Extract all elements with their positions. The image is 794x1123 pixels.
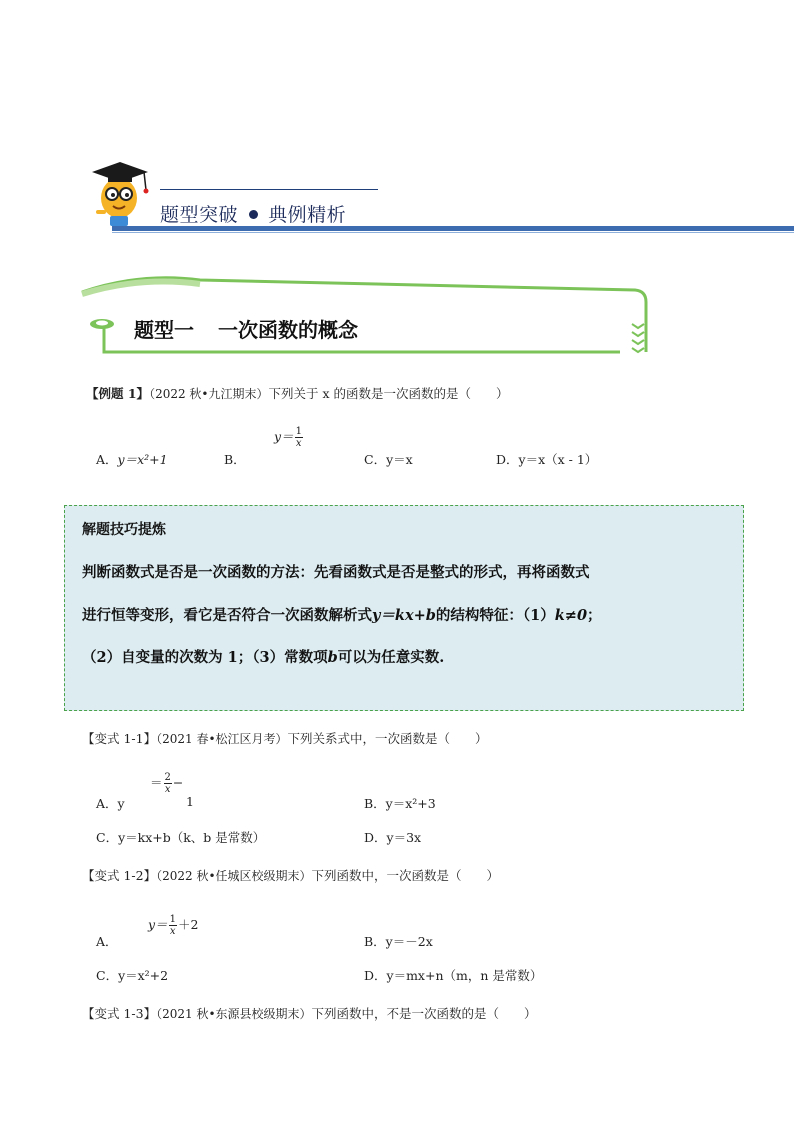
banner-top-rule xyxy=(160,189,378,190)
example1-stem xyxy=(86,384,509,402)
example1-source: （2022 秋•九江期末） xyxy=(149,387,269,401)
banner-bar xyxy=(112,226,794,231)
fraction xyxy=(295,426,303,449)
variant2-option-c: C．y＝x²+2 xyxy=(96,968,169,983)
variant1-option-b: B．y＝x²+3 xyxy=(364,796,436,811)
banner-title xyxy=(160,200,346,227)
variant3-source: （2021 秋•东源县校级期末） xyxy=(156,1007,312,1021)
tips-constant-b: b xyxy=(327,649,338,666)
example1-question: 下列关于 x 的函数是一次函数的是（ ） xyxy=(268,386,509,401)
tips-line-3 xyxy=(82,646,444,667)
variant1-question: 下列关系式中，一次函数是（ ） xyxy=(287,731,488,746)
tips-line-3-end: 可以为任意实数. xyxy=(337,649,445,666)
option-b-lhs: y＝ xyxy=(274,429,294,444)
variant2-option-a-label: A． xyxy=(96,934,118,949)
variant1-option-d: D．y＝3x xyxy=(364,830,422,845)
example1-tag: 【例题 1】 xyxy=(86,386,150,401)
variant1-option-a-expr xyxy=(150,772,183,795)
option-a-constant: 1 xyxy=(186,794,194,809)
option-b-label: B． xyxy=(224,452,246,467)
variant2-source: （2022 秋•任城区校级期末） xyxy=(156,869,312,883)
section-topic: 一次函数的概念 xyxy=(218,318,358,342)
example1-option-d xyxy=(496,450,597,468)
option-a-tail: ＋2 xyxy=(177,917,199,932)
variant2-option-b: B．y＝－2x xyxy=(364,934,433,949)
banner-title-left: 题型突破 xyxy=(160,204,239,226)
example1-option-a xyxy=(96,450,168,468)
example1-option-b-expr xyxy=(274,426,304,449)
variant3-question: 下列函数中，不是一次函数的是（ ） xyxy=(311,1006,537,1021)
variant1-option-a-one xyxy=(186,794,194,809)
fraction xyxy=(164,772,172,795)
fraction xyxy=(169,914,177,937)
variant2-tag: 【变式 1-2】 xyxy=(82,868,157,883)
example1-option-c xyxy=(364,450,413,468)
fraction-denominator: x xyxy=(164,784,171,795)
bullet-dot xyxy=(249,210,258,219)
variant2-question: 下列函数中，一次函数是（ ） xyxy=(311,868,500,883)
variant1-source: （2021 春•松江区月考） xyxy=(156,732,288,746)
fraction-denominator: x xyxy=(295,438,302,449)
tips-line-2-end: ； xyxy=(587,607,602,624)
tips-line-1: 判断函数式是否是一次函数的方法：先看函数式是否是整式的形式，再将函数式 xyxy=(82,564,590,581)
variant2-option-a-expr xyxy=(148,914,198,937)
fraction-numerator: 1 xyxy=(169,914,176,925)
tips-line-2-text-b: 的结构特征：（1） xyxy=(435,607,555,624)
option-d-text: D．y＝x（x - 1） xyxy=(496,452,598,467)
variant1-option-a-label xyxy=(96,794,125,812)
variant3-stem xyxy=(82,1004,537,1022)
tips-condition: k≠0 xyxy=(554,607,588,624)
banner-bar-shadow xyxy=(112,232,794,233)
variant1-tag: 【变式 1-1】 xyxy=(82,731,157,746)
variant1-option-c: C．y＝kx+b（k、b 是常数） xyxy=(96,830,266,845)
banner-title-right: 典例精析 xyxy=(268,204,347,226)
option-a-label: A．y xyxy=(96,796,125,811)
option-a-label: A． xyxy=(96,452,118,467)
tips-line-2 xyxy=(82,604,602,625)
fraction-numerator: 2 xyxy=(164,772,171,783)
option-a-minus: − xyxy=(172,775,184,790)
tips-title: 解题技巧提炼 xyxy=(82,522,166,538)
example1-option-b-label xyxy=(224,450,246,468)
option-c-text: C．y＝x xyxy=(364,452,413,467)
section-label: 题型一 xyxy=(134,318,194,342)
tips-line-2-text: 进行恒等变形，看它是否符合一次函数解析式 xyxy=(82,607,372,624)
fraction-denominator: x xyxy=(169,926,176,937)
option-a-expr: y＝x²+1 xyxy=(117,452,168,467)
option-a-eq: ＝ xyxy=(150,775,163,790)
variant2-option-d: D．y＝mx+n（m，n 是常数） xyxy=(364,968,543,983)
variant3-tag: 【变式 1-3】 xyxy=(82,1006,157,1021)
option-a-lhs: y＝ xyxy=(148,917,168,932)
variant2-stem xyxy=(82,866,499,884)
tips-line-3-text: （2）自变量的次数为 1；（3）常数项 xyxy=(82,649,328,666)
tips-formula: y＝kx+b xyxy=(372,607,436,624)
fraction-numerator: 1 xyxy=(295,426,302,437)
section-title xyxy=(134,314,358,343)
graduate-mascot-icon xyxy=(86,160,152,228)
variant1-stem xyxy=(82,729,488,747)
